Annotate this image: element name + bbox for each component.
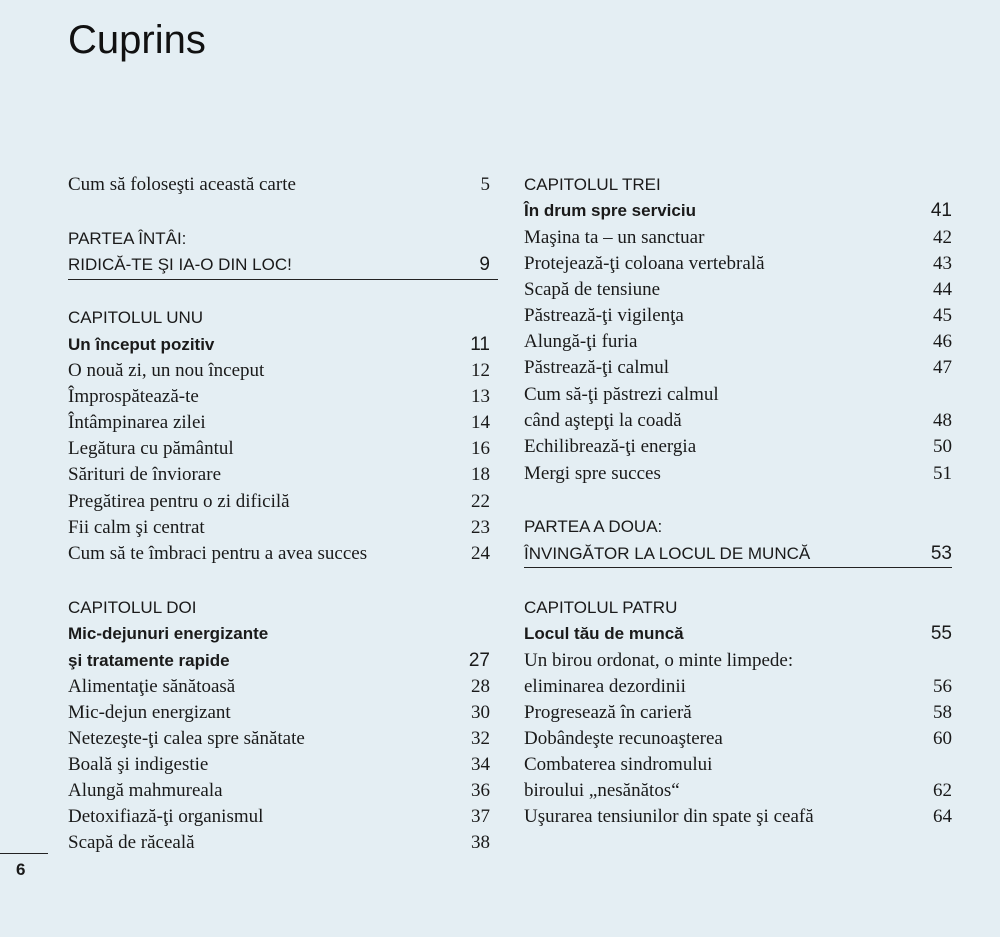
toc-chapter: [524, 594, 952, 622]
toc-entry: [524, 647, 952, 675]
toc-chapter-text: CAPITOLUL TREI: [524, 175, 661, 194]
toc-entry-text: Scapă de tensiune: [524, 279, 661, 300]
toc-page-number: 58: [933, 702, 952, 723]
toc-entry: [68, 435, 498, 463]
toc-entry: [524, 803, 952, 831]
toc-page-number: 12: [471, 360, 490, 381]
toc-entry: [68, 461, 498, 489]
toc-chapter-title: [68, 647, 498, 675]
toc-entry: [524, 699, 952, 727]
toc-chapter-text: CAPITOLUL DOI: [68, 598, 197, 617]
toc-entry-text: Cum să foloseşti această carte: [68, 174, 296, 195]
toc-page-number: 5: [480, 174, 490, 195]
toc-entry-text: Alungă mahmureala: [68, 780, 223, 801]
toc-entry-text: Maşina ta – un sanctuar: [524, 227, 705, 248]
toc-chapter-title: [68, 620, 498, 648]
toc-page-number: 43: [933, 253, 952, 274]
page-number: 6: [16, 860, 26, 879]
toc-chapter-title-text: şi tratamente rapide: [68, 651, 230, 670]
toc-entry: [68, 751, 498, 779]
toc-part-title-text: ÎNVINGĂTOR LA LOCUL DE MUNCĂ: [524, 544, 811, 563]
toc-chapter-title-text: Mic-dejunuri energizante: [68, 624, 269, 643]
toc-entry-text: Boală şi indigestie: [68, 754, 209, 775]
toc-chapter-title: [524, 620, 952, 648]
toc-entry: [524, 276, 952, 304]
toc-page-number: 64: [933, 806, 952, 827]
toc-entry-text: Netezeşte-ţi calea spre sănătate: [68, 728, 305, 749]
toc-page-number: 47: [933, 357, 952, 378]
part-underline-rule: [68, 279, 498, 280]
toc-entry: [524, 407, 952, 435]
toc-chapter: [68, 594, 498, 622]
toc-chapter-text: CAPITOLUL UNU: [68, 308, 204, 327]
toc-entry-text: Dobândeşte recunoaşterea: [524, 728, 723, 749]
toc-chapter: [68, 304, 498, 332]
toc-page-number: 37: [471, 806, 490, 827]
toc-part: [524, 513, 952, 541]
toc-chapter-title: [68, 331, 498, 359]
toc-page-number: 53: [930, 543, 952, 564]
toc-page-number: 24: [471, 543, 490, 564]
toc-page-number: 30: [471, 702, 490, 723]
toc-entry: [68, 514, 498, 542]
toc-entry-text: Progresează în carieră: [524, 702, 692, 723]
toc-entry-text: Întâmpinarea zilei: [68, 412, 206, 433]
toc-entry: [524, 433, 952, 461]
page-number-rule: [0, 853, 48, 854]
toc-page-number: 46: [933, 331, 952, 352]
toc-chapter-text: CAPITOLUL PATRU: [524, 598, 678, 617]
toc-page-number: 36: [471, 780, 490, 801]
toc-entry: [68, 357, 498, 385]
toc-entry: [68, 673, 498, 701]
toc-entry-text: Alimentaţie sănătoasă: [68, 676, 236, 697]
toc-entry: [524, 777, 952, 805]
toc-part-title-text: RIDICĂ-TE ŞI IA-O DIN LOC!: [68, 255, 292, 274]
toc-chapter-title-text: Locul tău de muncă: [524, 624, 684, 643]
toc-entry-text: Sărituri de înviorare: [68, 464, 222, 485]
toc-entry-text: Un birou ordonat, o minte limpede:: [524, 650, 794, 671]
toc-page-number: 13: [471, 386, 490, 407]
toc-entry: [68, 488, 498, 516]
toc-entry-text: Cum să-ţi păstrezi calmul: [524, 384, 719, 405]
toc-page-number: 50: [933, 436, 952, 457]
toc-page-number: 22: [471, 491, 490, 512]
toc-page-number: 34: [471, 754, 490, 775]
toc-entry: [524, 328, 952, 356]
toc-page-number: 9: [479, 254, 490, 275]
toc-page-number: 62: [933, 780, 952, 801]
toc-page-number: 23: [471, 517, 490, 538]
toc-entry: [524, 381, 952, 409]
toc-entry-text: Uşurarea tensiunilor din spate şi ceafă: [524, 806, 814, 827]
toc-entry: [68, 803, 498, 831]
toc-page-number: 16: [471, 438, 490, 459]
toc-entry: [68, 383, 498, 411]
toc-entry: [68, 540, 498, 568]
toc-entry-text: Mergi spre succes: [524, 463, 661, 484]
toc-part-title: [68, 251, 498, 279]
toc-entry: [524, 751, 952, 779]
toc-entry-text: O nouă zi, un nou început: [68, 360, 265, 381]
toc-page-number: 11: [470, 334, 490, 355]
toc-entry: [524, 224, 952, 252]
toc-page-number: 45: [933, 305, 952, 326]
toc-entry-text: Păstrează-ţi calmul: [524, 357, 670, 378]
toc-page-number: 38: [471, 832, 490, 853]
toc-entry-text: Păstrează-ţi vigilenţa: [524, 305, 684, 326]
toc-page-number: 28: [471, 676, 490, 697]
toc-entry-text: Împrospătează-te: [68, 386, 199, 407]
toc-entry-text: Mic-dejun energizant: [68, 702, 231, 723]
toc-entry-text: eliminarea dezordinii: [524, 676, 686, 697]
toc-entry: [68, 699, 498, 727]
toc-entry: [524, 725, 952, 753]
toc-entry: [524, 302, 952, 330]
toc-page-number: 41: [930, 200, 952, 221]
toc-page-number: 32: [471, 728, 490, 749]
toc-page-number: 55: [930, 623, 952, 644]
toc-entry-text: Echilibrează-ţi energia: [524, 436, 697, 457]
toc-part-text: PARTEA ÎNTÂI:: [68, 229, 187, 248]
toc-entry-text: Pregătirea pentru o zi dificilă: [68, 491, 290, 512]
toc-entry-text: când aştepţi la coadă: [524, 410, 682, 431]
toc-entry-text: biroului „nesănătos“: [524, 780, 680, 801]
toc-page-number: 60: [933, 728, 952, 749]
toc-entry-text: Fii calm şi centrat: [68, 517, 205, 538]
toc-entry-text: Detoxifiază-ţi organismul: [68, 806, 264, 827]
toc-page-number: 44: [933, 279, 952, 300]
toc-page-number: 51: [933, 463, 952, 484]
toc-entry: [68, 409, 498, 437]
toc-chapter: [524, 171, 952, 199]
toc-chapter-title-text: Un început pozitiv: [68, 335, 215, 354]
toc-chapter-title: [524, 197, 952, 225]
toc-entry: [68, 725, 498, 753]
toc-page-number: 48: [933, 410, 952, 431]
toc-entry: [68, 777, 498, 805]
toc-entry-text: Combaterea sindromului: [524, 754, 713, 775]
toc-entry-text: Protejează-ţi coloana vertebrală: [524, 253, 765, 274]
toc-page-number: 18: [471, 464, 490, 485]
toc-entry: [524, 354, 952, 382]
part-underline-rule: [524, 567, 952, 568]
toc-entry: [68, 829, 498, 857]
toc-entry: [524, 673, 952, 701]
toc-page-number: 27: [468, 650, 490, 671]
toc-part-text: PARTEA A DOUA:: [524, 517, 663, 536]
toc-chapter-title-text: În drum spre serviciu: [524, 201, 696, 220]
toc-entry: [524, 460, 952, 488]
toc-page-number: 42: [933, 227, 952, 248]
toc-part-title: [524, 540, 952, 568]
page-title: Cuprins: [68, 18, 206, 62]
toc-entry-text: Alungă-ţi furia: [524, 331, 638, 352]
toc-page-number: 56: [933, 676, 952, 697]
toc-entry-text: Cum să te îmbraci pentru a avea succes: [68, 543, 368, 564]
toc-page-number: 14: [471, 412, 490, 433]
toc-entry: [524, 250, 952, 278]
toc-entry-text: Scapă de răceală: [68, 832, 195, 853]
toc-part: [68, 225, 498, 253]
toc-entry: [68, 171, 498, 199]
toc-entry-text: Legătura cu pământul: [68, 438, 234, 459]
